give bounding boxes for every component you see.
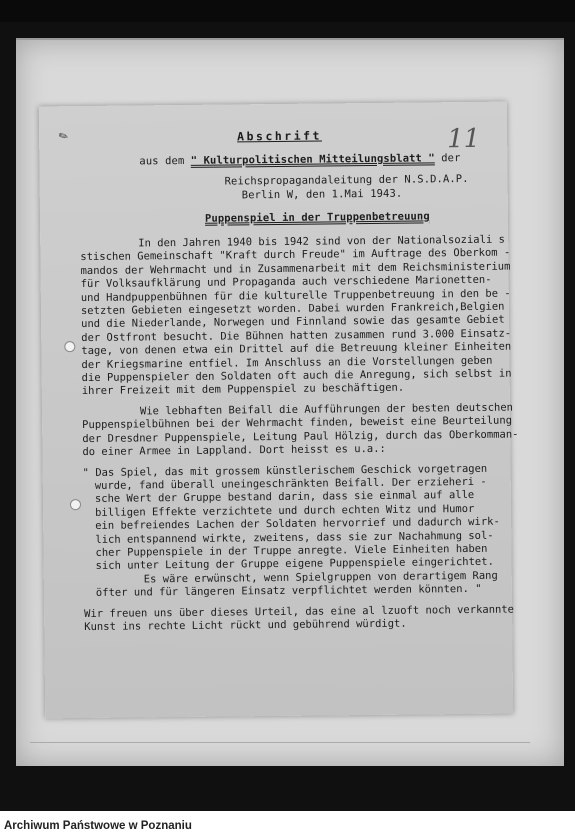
sheet-crease bbox=[30, 742, 530, 743]
source-publication: " Kulturpolitischen Mitteilungsblatt " bbox=[190, 152, 435, 167]
closing-line: Wir freuen uns über dieses Urteil, das eine al lzuoft noch verkannte bbox=[84, 603, 515, 620]
body-line: der Kriegsmarine entfiel. Im Anschluss an die Vorstellungen geben bbox=[81, 354, 493, 371]
quote-line: sche Wert der Gruppe bestand darin, dass sie einmal auf alle bbox=[94, 489, 475, 506]
source-date: Berlin W, den 1.Mai 1943. bbox=[241, 187, 403, 202]
document-subtitle: Puppenspiel in der Truppenbetreuung bbox=[204, 210, 430, 225]
quote-line: lich entspannend wirkte, zweitens, dass sie zur Nachahmung sol- bbox=[95, 529, 494, 546]
body-line: mandos der Wehrmacht und in Zusammenarbeit mit dem Reichsministerium bbox=[80, 260, 511, 277]
body-line: setzten Gebieten eingesetzt worden. Dabei wurden Frankreich,Belgien bbox=[80, 300, 505, 318]
document-heading: Abschrift bbox=[237, 128, 323, 144]
body-line: tage, von denen etwa ein Drittel auf die Betreuung kleiner Einheiten bbox=[81, 340, 512, 358]
source-line bbox=[139, 152, 460, 168]
punch-hole-icon bbox=[64, 341, 75, 352]
archive-name: Archiwum Państwowe w Poznaniu bbox=[4, 820, 192, 832]
quote-line: öfter und für längeren Einsatz verpflichtet werden könnten. " bbox=[95, 583, 482, 600]
quote-line: billigen Effekte verzichtete und durch echten Witz und Humor bbox=[95, 502, 475, 519]
quote-line: wurde, fand überall uneingeschränkten Beifall. Der erzieheri - bbox=[94, 475, 487, 492]
closing-line: Kunst ins rechte Licht rückt und gebührend würdigt. bbox=[84, 617, 407, 633]
quote-line: ein befreiendes Lachen der Soldaten hervorrief und dadurch wirk- bbox=[95, 515, 500, 533]
source-prefix: aus dem bbox=[139, 154, 185, 168]
source-organization: Reichspropagandaleitung der N.S.D.A.P. bbox=[224, 172, 469, 188]
body-line: der Ostfront besucht. Die Bühnen hatten zusammen rund 3.000 Einsatz- bbox=[81, 327, 512, 344]
body-line: der Dresdner Puppenspiele, Leitung Paul Hölzig, durch das Oberkomman- bbox=[82, 428, 519, 445]
quote-line: " Das Spiel, das mit grossem künstlerischem Geschick vorgetragen bbox=[82, 462, 488, 479]
body-line: Puppenspielbühnen bei der Wehrmacht finden, beweist eine Beurteilung bbox=[82, 414, 513, 432]
pencil-mark-icon: ✎ bbox=[56, 127, 71, 146]
body-line: für Volksaufklärung und Propaganda auch verschiedene Marionetten- bbox=[80, 273, 492, 291]
punch-hole-icon bbox=[70, 499, 81, 510]
archive-footer bbox=[0, 808, 575, 840]
typed-document-page bbox=[39, 102, 519, 719]
body-line: und die Niederlande, Norwegen und Finnland sowie das gesamte Gebiet bbox=[81, 314, 505, 331]
handwritten-page-number: 11 bbox=[447, 123, 481, 155]
body-line: und Handpuppenbühnen für die kulturelle Truppenbetreuung in den be - bbox=[80, 287, 511, 304]
quote-line: sich unter Leitung der Gruppe eigene Puppenspiele eingerichtet. bbox=[95, 556, 494, 573]
document-body bbox=[80, 233, 519, 635]
quote-line: cher Puppenspiele in der Truppe anregte. Viele Einheiten haben bbox=[95, 542, 488, 559]
body-line: In den Jahren 1940 bis 1942 sind von der Nationalsoziali s bbox=[138, 233, 505, 250]
body-line: die Puppenspieler den Soldaten oft auch die Anregung, sich selbst in bbox=[81, 367, 512, 385]
body-line: Wie lebhaften Beifall die Aufführungen der besten deutschen bbox=[139, 401, 514, 418]
source-suffix: der bbox=[441, 152, 461, 165]
body-line: stischen Gemeinschaft "Kraft durch Freude" im Auftrage des Oberkom - bbox=[80, 246, 511, 264]
top-black-strip bbox=[0, 0, 575, 22]
quote-line: Es wäre erwünscht, wenn Spielgruppen von derartigem Rang bbox=[143, 569, 498, 586]
body-line: ihrer Freizeit mit dem Puppenspiel zu beschäftigen. bbox=[81, 382, 405, 398]
body-line: do einer Armee in Lappland. Dort heisst es u.a.: bbox=[82, 442, 386, 459]
